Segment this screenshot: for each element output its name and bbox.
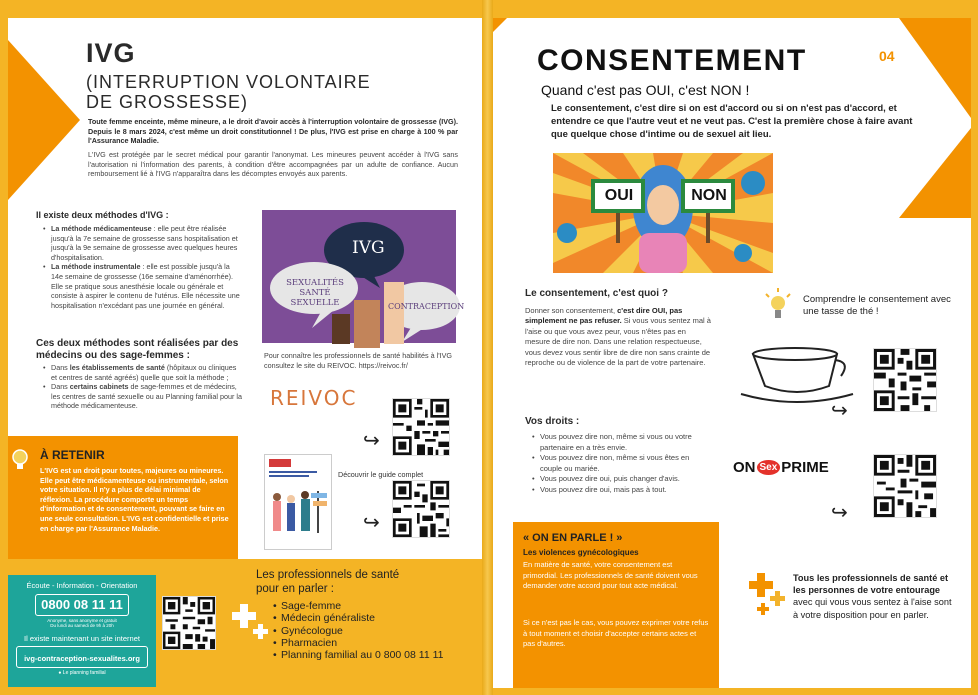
qr-icon xyxy=(393,399,449,455)
pros-list xyxy=(272,600,443,661)
box-paragraph-2: Si ce n'est pas le cas, vous pouvez exprimer votre refus à tout moment et choisir d'accepter certains actes et pas d'autres. xyxy=(523,618,709,649)
helpline-top: Écoute - Information - Orientation xyxy=(26,581,138,590)
pros-text: avec qui vous vous sentez à l'aise sont à votre disposition pour en parler. xyxy=(793,597,952,620)
plus-cross-icon xyxy=(230,600,274,644)
onsexprime-logo xyxy=(733,452,831,482)
helpline-note1: Anonyme, sans anonyme et gratuit xyxy=(47,618,117,623)
guide-title-line xyxy=(269,471,317,473)
helpline-site-label: Il existe maintenant un site internet xyxy=(24,634,140,643)
list-item: • Pharmacien xyxy=(272,637,443,649)
illus-ivg-word: IVG xyxy=(352,238,385,258)
doctors-list xyxy=(42,363,242,411)
lightbulb-icon xyxy=(10,448,30,472)
onsexprime-on: ON xyxy=(733,458,756,476)
oui-non-illustration xyxy=(553,153,773,273)
intro-paragraph: Le consentement, c'est dire si on est d'accord ou si on n'est pas d'accord, et entendre ce que l'autre veut et ne veut pas. C'est la première chose à faire avant que quelque chose d'intime ou de sexuel ait lieu. xyxy=(551,103,913,140)
list-item: • Vous pouvez dire non, même si vous ou votre partenaire en a très envie. xyxy=(531,432,713,453)
page-subtitle-line2: DE GROSSESSE) xyxy=(86,92,249,112)
qr-icon xyxy=(874,349,936,411)
on-en-parle-box xyxy=(513,522,719,688)
left-page-ivg xyxy=(8,18,482,688)
sign-non: NON xyxy=(691,187,727,204)
retenir-title: À RETENIR xyxy=(40,448,105,462)
orange-corner-decoration xyxy=(8,40,80,200)
guide-title-line xyxy=(269,475,309,477)
doctor-pre: Dans xyxy=(51,363,70,372)
methods-list xyxy=(42,224,242,310)
method-text: : elle peut être réalisée jusqu'à la 7e semaine de grossesse sans hospitalisation et jusqu'à la 9e semaine de grossesse avec quelques heures d'hospitalisation. xyxy=(51,224,238,262)
method-name: La méthode instrumentale xyxy=(51,262,141,272)
tea-text: Comprendre le consentement avec une tasse de thé ! xyxy=(803,294,951,317)
arrow-icon: ↪ xyxy=(831,502,848,524)
onsexprime-prime: PRIME xyxy=(781,458,829,476)
orange-corner-decoration xyxy=(899,128,971,218)
ivg-illustration xyxy=(262,210,465,343)
pros-heading-line1: Les professionnels de santé xyxy=(256,569,400,581)
guide-people-illustration xyxy=(265,481,333,551)
arrow-icon: ↪ xyxy=(831,400,848,422)
what-pre: Donner son consentement, xyxy=(525,306,618,315)
plus-cross-icon xyxy=(749,573,789,617)
page-title: CONSENTEMENT xyxy=(537,44,807,77)
page-subtitle-line1: (INTERRUPTION VOLONTAIRE xyxy=(86,72,371,92)
guide-logo xyxy=(269,459,291,467)
helpline-phone[interactable] xyxy=(35,594,129,616)
pros-heading-line2: pour en parler : xyxy=(256,583,334,595)
reivoc-description: Pour connaître les professionnels de santé habilités à l'IVG consultez le site du REIVOC. xyxy=(264,351,452,370)
helpline-banner xyxy=(8,575,156,687)
rights-list xyxy=(531,432,713,496)
page-number: 04 xyxy=(879,48,895,64)
onsexprime-qr-code[interactable] xyxy=(873,454,937,518)
guide-cover-image[interactable] xyxy=(264,454,332,550)
helpline-footer: ● Le planning familial xyxy=(58,670,106,676)
reivoc-logo: REIVOC xyxy=(270,386,358,410)
arrow-icon: ↪ xyxy=(363,512,380,534)
doctor-text: (hôpitaux ou cliniques et centres de santé agréés) quelle que soit la méthode ; xyxy=(51,363,237,382)
sign-oui: OUI xyxy=(604,187,634,204)
helpline-qr-code[interactable] xyxy=(162,596,216,650)
methods-heading: Il existe deux méthodes d'IVG : xyxy=(36,210,169,220)
helpline-site[interactable] xyxy=(16,646,148,668)
retenir-text: L'IVG est un droit pour toutes, majeures ou mineures. Elle peut être médicamenteuse ou instrumentale, selon votre situation. Il n'y a plus de délai minimal de réflexion. La procédure comporte un temps d'information et de consentement, pouvant se faire en une seule consultation. L'IVG est confidentielle et prise en charge par l'Assurance Maladie. xyxy=(40,466,229,533)
guide-text: Découvrir le guide complet xyxy=(338,470,424,479)
pros-paragraph xyxy=(793,572,959,621)
woman-holding-signs xyxy=(553,153,773,273)
list-item: • Vous pouvez dire non, même si vous êtes en couple ou mariée. xyxy=(531,453,713,474)
page-title: IVG xyxy=(86,38,136,68)
right-page-consentement xyxy=(493,18,971,688)
list-item: • Vous pouvez dire oui, mais pas à tout. xyxy=(531,485,713,496)
doctor-pre: Dans xyxy=(51,382,70,392)
intro-paragraph: L'IVG est protégée par le secret médical pour garantir l'anonymat. Les mineures peuvent accéder à l'IVG sans l'autorisation ni l'information des parents, à condition d'être accompagnées par un adulte de confiance. Aucun remboursement lié à l'IVG n'apparaîtra dans les décomptes envoyés aux parents. xyxy=(88,150,458,179)
box-subtitle: Les violences gynécologiques xyxy=(523,548,639,557)
list-item xyxy=(42,382,242,411)
doctor-text: de sage-femmes et de médecins, les centres de santé sexuelle ou au Planning familial pour la méthode médicamenteuse. xyxy=(51,382,242,411)
helpline-note2: Du lundi au samedi de 9h à 20h xyxy=(50,623,114,628)
what-heading: Le consentement, c'est quoi ? xyxy=(525,288,668,299)
onsexprime-sex: Sex xyxy=(757,460,781,475)
reivoc-text xyxy=(264,351,469,370)
box-paragraph-1: En matière de santé, votre consentement est primordial. Les professionnels de santé doivent vous demander votre accord pour tout acte médical. xyxy=(523,560,698,591)
helpline-phone-number: 0800 08 11 11 xyxy=(41,597,123,612)
doctor-bold: les établissements de santé xyxy=(69,363,165,372)
pros-bold: Tous les professionnels de santé et les personnes de votre entourage xyxy=(793,573,949,596)
illus-contraception-word: CONTRACEPTION xyxy=(388,302,465,311)
list-item xyxy=(42,262,242,310)
method-name: La méthode médicamenteuse xyxy=(51,224,152,233)
doctor-bold: certains cabinets xyxy=(69,382,129,392)
orange-corner-decoration xyxy=(493,18,507,32)
what-bold: c'est dire OUI, pas simplement ne pas refuser. xyxy=(525,306,683,326)
reivoc-qr-code[interactable] xyxy=(392,398,450,456)
tea-qr-code[interactable] xyxy=(873,348,937,412)
what-text: Si vous vous sentez mal à l'aise ou que vous avez peur, vous n'êtes pas en mesure de dire non. Dans une relation respectueuse, vous devez vous sentir libre de dire non sans crainte de reproche ou de violence de la part de votre partenaire. xyxy=(525,316,711,368)
tagline: Quand c'est pas OUI, c'est NON ! xyxy=(541,82,750,98)
lightbulb-icon xyxy=(763,288,793,322)
illus-sexualite-word: SEXUALITÉS SANTÉ SEXUELLE xyxy=(286,278,344,308)
doctors-heading: Ces deux méthodes sont réalisées par des médecins ou des sage-femmes : xyxy=(36,338,239,361)
qr-icon xyxy=(874,455,936,517)
reivoc-link[interactable]: https://reivoc.fr/ xyxy=(358,360,408,370)
list-item xyxy=(42,224,242,262)
list-item: • Médecin généraliste xyxy=(272,612,443,624)
qr-icon xyxy=(393,481,449,537)
method-text: : elle est possible jusqu'à la 14e semaine de grossesse (16e semaine d'aménorrhée). Elle se pratique sous anesthésie locale ou générale et consiste à aspirer le contenu de l'utérus. Elle nécessite une hospitalisation n'excédant pas une journée en général. xyxy=(51,262,240,310)
qr-icon xyxy=(163,597,215,649)
what-paragraph xyxy=(525,306,711,368)
retenir-box xyxy=(8,436,238,572)
helpline-site-url: ivg-contraception-sexualites.org xyxy=(24,654,140,663)
list-item: • Sage-femme xyxy=(272,600,443,612)
speech-bubbles-illustration xyxy=(262,210,456,343)
list-item: • Vous pouvez dire oui, puis changer d'avis. xyxy=(531,474,713,485)
intro-bold-paragraph: Toute femme enceinte, même mineure, a le droit d'avoir accès à l'interruption volontaire de grossesse (IVG). Depuis le 8 mars 2024, c'est même un droit constitutionnel ! De plus, l'IVG est prise en charge à 100 % par l'Assurance Maladie. xyxy=(88,117,458,146)
arrow-icon: ↪ xyxy=(363,430,380,452)
rights-heading: Vos droits : xyxy=(525,416,580,427)
page-gutter xyxy=(482,0,493,695)
list-item: • Gynécologue xyxy=(272,625,443,637)
guide-qr-code[interactable] xyxy=(392,480,450,538)
list-item xyxy=(42,363,242,382)
list-item: • Planning familial au 0 800 08 11 11 xyxy=(272,649,443,661)
box-title: « ON EN PARLE ! » xyxy=(523,532,623,544)
